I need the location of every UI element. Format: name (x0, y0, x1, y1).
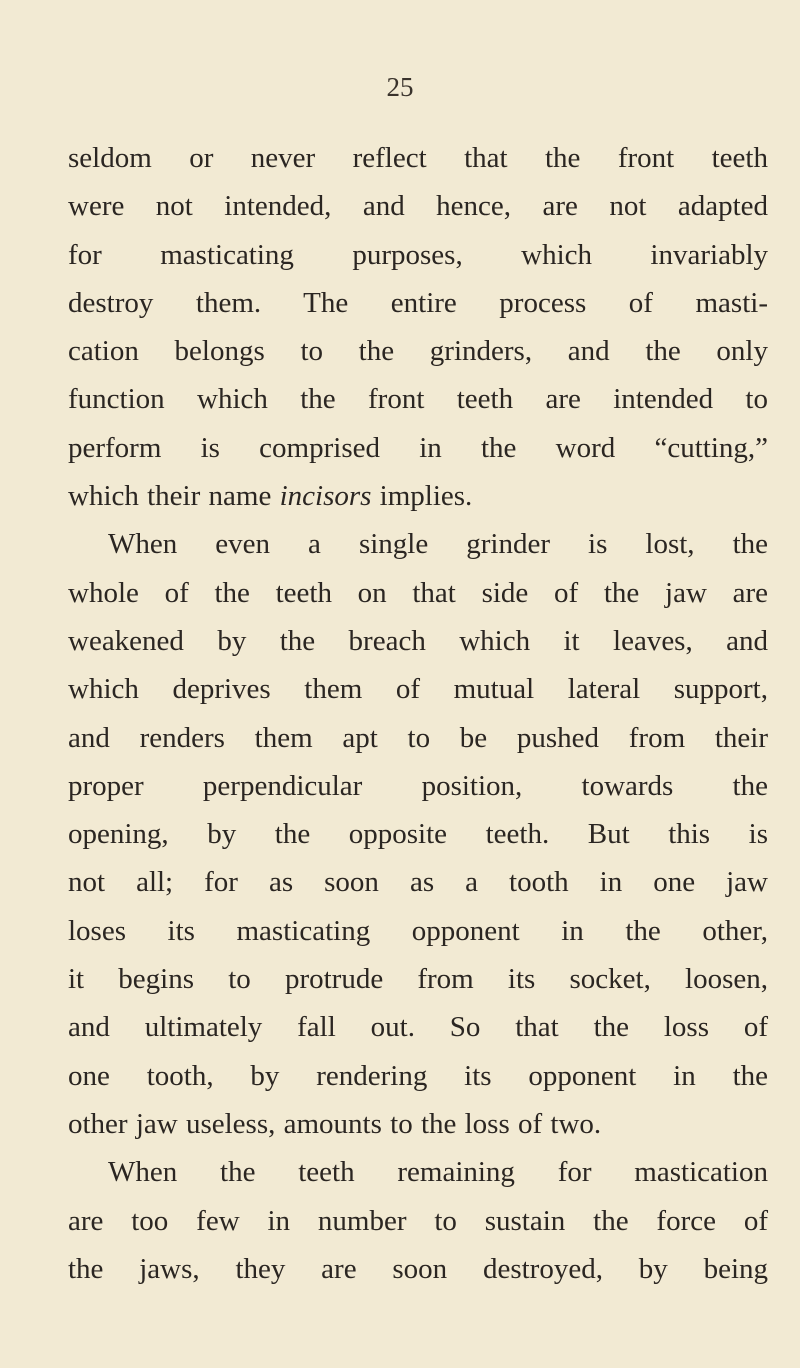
text-line: not all; for as soon as a tooth in one jaw (68, 866, 768, 899)
text-segment: which their name (68, 480, 280, 513)
text-line: loses its masticating opponent in the other, (68, 914, 768, 947)
page-number: 25 (386, 72, 414, 102)
text-line: weakened by the breach which it leaves, and (68, 624, 768, 657)
text-line-paragraph-end (68, 472, 768, 520)
text-line-paragraph-end: other jaw useless, amounts to the loss of two. (68, 1107, 602, 1140)
text-line: opening, by the opposite teeth. But this is (68, 818, 768, 851)
text-segment: implies. (371, 480, 473, 513)
text-line: which deprives them of mutual lateral support, (68, 673, 768, 706)
text-line: perform is comprised in the word “cutting,” (68, 431, 768, 464)
text-line: destroy them. The entire process of masti- (68, 286, 768, 319)
text-line-paragraph-start: When even a single grinder is lost, the (108, 528, 768, 561)
italic-term: incisors (279, 480, 372, 513)
text-line: and renders them apt to be pushed from their (68, 721, 768, 754)
text-line: it begins to protrude from its socket, loosen, (68, 963, 768, 996)
text-line: cation belongs to the grinders, and the only (68, 335, 768, 368)
text-line: for masticating purposes, which invariably (68, 238, 768, 271)
body-text (68, 134, 768, 1293)
text-line: are too few in number to sustain the force of (68, 1204, 768, 1237)
text-line: and ultimately fall out. So that the loss of (68, 1011, 768, 1044)
text-line: function which the front teeth are intended to (68, 383, 768, 416)
text-line-paragraph-start: When the teeth remaining for mastication (108, 1156, 768, 1189)
text-line: proper perpendicular position, towards the (68, 769, 768, 802)
text-line: seldom or never reflect that the front teeth (68, 142, 768, 174)
text-line: whole of the teeth on that side of the jaw are (68, 576, 768, 609)
text-line: one tooth, by rendering its opponent in the (68, 1059, 768, 1092)
text-line: the jaws, they are soon destroyed, by being (68, 1252, 768, 1285)
text-line: were not intended, and hence, are not adapted (68, 190, 768, 223)
